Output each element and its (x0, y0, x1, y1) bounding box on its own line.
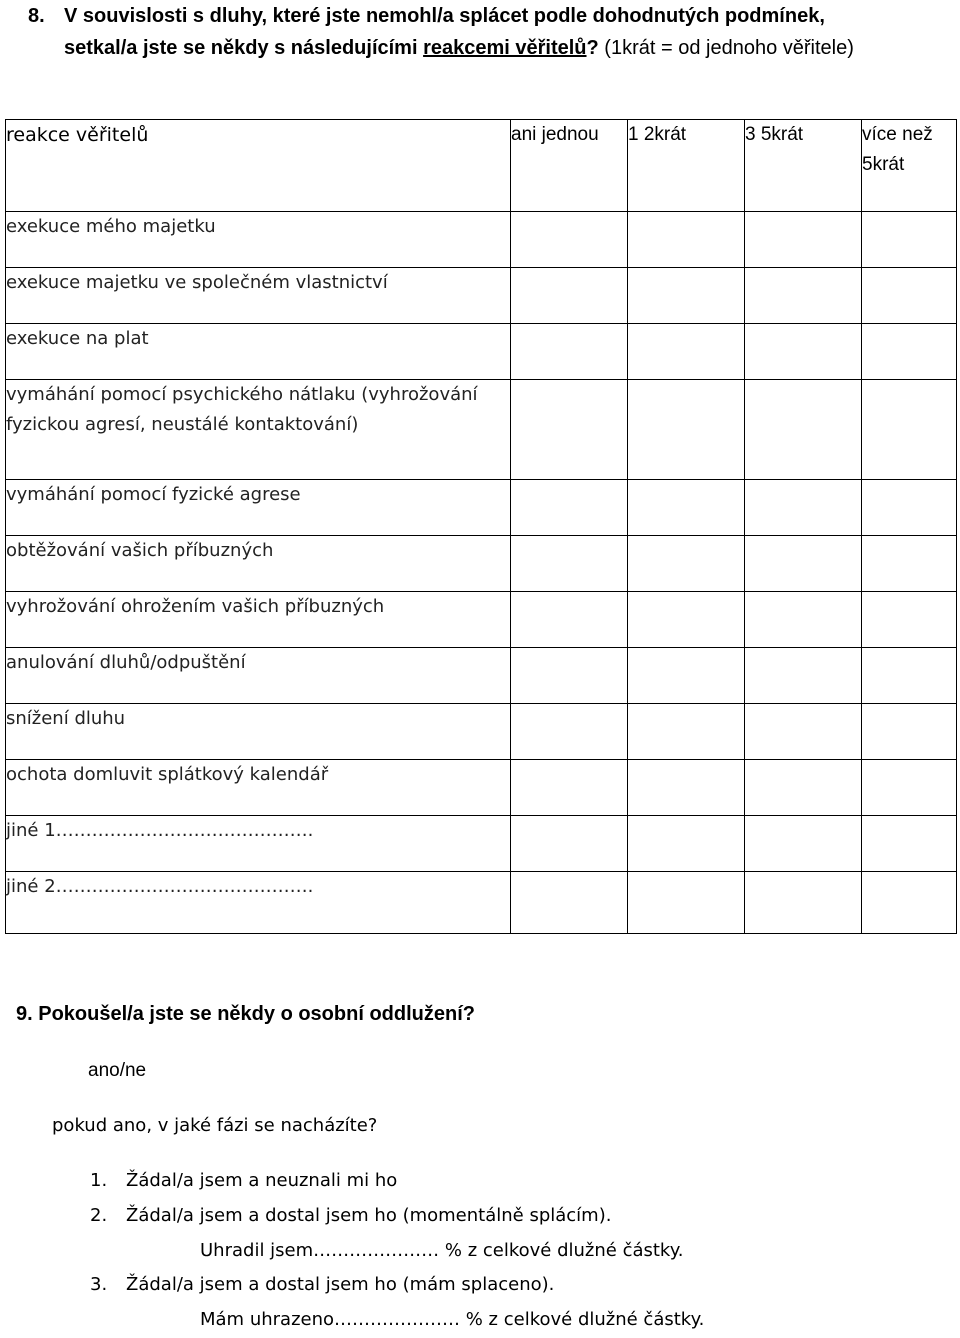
question-text-underlined: reakcemi věřitelů (423, 37, 587, 59)
row-label: snížení dluhu (6, 704, 511, 760)
question-9-title: 9. Pokoušel/a jste se někdy o osobní oddlužení? (16, 1003, 475, 1025)
answer-cell-more-than-5[interactable] (862, 480, 957, 536)
answer-cell-more-than-5[interactable] (862, 704, 957, 760)
answer-cell-1-2[interactable] (628, 592, 745, 648)
answer-cell-more-than-5[interactable] (862, 872, 957, 934)
answer-cell-1-2[interactable] (628, 268, 745, 324)
answer-cell-3-5[interactable] (745, 268, 862, 324)
answer-cell-3-5[interactable] (745, 704, 862, 760)
row-label: exekuce mého majetku (6, 212, 511, 268)
answer-cell-3-5[interactable] (745, 536, 862, 592)
header-reaction: reakce věřitelů (6, 120, 511, 212)
answer-cell-3-5[interactable] (745, 872, 862, 934)
table-row (6, 268, 957, 324)
answer-cell-more-than-5[interactable] (862, 380, 957, 480)
answer-cell-3-5[interactable] (745, 480, 862, 536)
option-3-subline: Mám uhrazeno………………… % z celkové dlužné částky. (200, 1309, 705, 1330)
answer-cell-1-2[interactable] (628, 704, 745, 760)
table-row (6, 380, 957, 480)
answer-cell-1-2[interactable] (628, 380, 745, 480)
answer-cell-3-5[interactable] (745, 380, 862, 480)
answer-cell-never[interactable] (511, 760, 628, 816)
answer-cell-never[interactable] (511, 536, 628, 592)
answer-cell-3-5[interactable] (745, 760, 862, 816)
followup-question: pokud ano, v jaké fázi se nacházíte? (52, 1115, 378, 1136)
option-text: Žádal/a jsem a neuznali mi ho (126, 1170, 398, 1191)
option-number: 3. (90, 1274, 108, 1295)
option-number: 1. (90, 1170, 108, 1191)
answer-cell-never[interactable] (511, 212, 628, 268)
answer-cell-more-than-5[interactable] (862, 268, 957, 324)
row-label: vymáhání pomocí fyzické agrese (6, 480, 511, 536)
header-1-2-times: 1 2krát (628, 120, 745, 212)
row-label: exekuce majetku ve společném vlastnictví (6, 268, 511, 324)
table-row (6, 648, 957, 704)
answer-cell-never[interactable] (511, 592, 628, 648)
option-number: 2. (90, 1205, 108, 1226)
header-3-5-times: 3 5krát (745, 120, 862, 212)
question-text-prefix: setkal/a jste se někdy s následujícími (64, 37, 424, 59)
header-never: ani jednou (511, 120, 628, 212)
table-row (6, 536, 957, 592)
question-text-line-1: V souvislosti s dluhy, které jste nemohl/a splácet podle dohodnutých podmínek, (64, 5, 825, 27)
row-label: vymáhání pomocí psychického nátlaku (vyhrožování fyzickou agresí, neustálé kontaktování) (6, 380, 511, 480)
answer-cell-more-than-5[interactable] (862, 760, 957, 816)
option-2-subline: Uhradil jsem………………… % z celkové dlužné částky. (200, 1240, 684, 1261)
row-label: jiné 2……………………………………. (6, 872, 511, 934)
option-text: Žádal/a jsem a dostal jsem ho (mám splaceno). (126, 1274, 555, 1295)
answer-cell-more-than-5[interactable] (862, 816, 957, 872)
row-label: exekuce na plat (6, 324, 511, 380)
table-row (6, 324, 957, 380)
creditor-reactions-table (5, 119, 957, 934)
answer-cell-3-5[interactable] (745, 212, 862, 268)
table-row (6, 480, 957, 536)
answer-cell-never[interactable] (511, 648, 628, 704)
answer-cell-1-2[interactable] (628, 536, 745, 592)
answer-cell-3-5[interactable] (745, 324, 862, 380)
answer-cell-3-5[interactable] (745, 816, 862, 872)
row-label: ochota domluvit splátkový kalendář (6, 760, 511, 816)
row-label: obtěžování vašich příbuzných (6, 536, 511, 592)
question-number: 8. (28, 5, 45, 27)
answer-cell-never[interactable] (511, 816, 628, 872)
answer-cell-more-than-5[interactable] (862, 536, 957, 592)
table-row (6, 816, 957, 872)
answer-cell-more-than-5[interactable] (862, 592, 957, 648)
answer-cell-never[interactable] (511, 324, 628, 380)
answer-cell-1-2[interactable] (628, 816, 745, 872)
table-row (6, 704, 957, 760)
question-mark: ? (586, 37, 599, 59)
answer-cell-more-than-5[interactable] (862, 212, 957, 268)
answer-cell-more-than-5[interactable] (862, 324, 957, 380)
row-label: jiné 1……………………………………. (6, 816, 511, 872)
table-row (6, 760, 957, 816)
answer-cell-never[interactable] (511, 480, 628, 536)
answer-cell-1-2[interactable] (628, 648, 745, 704)
answer-cell-never[interactable] (511, 704, 628, 760)
row-label: anulování dluhů/odpuštění (6, 648, 511, 704)
answer-cell-never[interactable] (511, 380, 628, 480)
answer-cell-1-2[interactable] (628, 324, 745, 380)
table-row (6, 212, 957, 268)
answer-cell-3-5[interactable] (745, 592, 862, 648)
question-note: (1krát = od jednoho věřitele) (598, 37, 854, 59)
answer-cell-3-5[interactable] (745, 648, 862, 704)
table-row (6, 872, 957, 934)
answer-cell-1-2[interactable] (628, 760, 745, 816)
answer-cell-more-than-5[interactable] (862, 648, 957, 704)
answer-cell-1-2[interactable] (628, 480, 745, 536)
row-label: vyhrožování ohrožením vašich příbuzných (6, 592, 511, 648)
answer-cell-1-2[interactable] (628, 212, 745, 268)
header-more-than-5: více než 5krát (862, 120, 957, 212)
question-text-line-2 (64, 32, 854, 64)
answer-cell-never[interactable] (511, 872, 628, 934)
yes-no-answer: ano/ne (88, 1060, 147, 1081)
answer-cell-never[interactable] (511, 268, 628, 324)
table-header-row (6, 120, 957, 212)
answer-cell-1-2[interactable] (628, 872, 745, 934)
table-row (6, 592, 957, 648)
option-text: Žádal/a jsem a dostal jsem ho (momentálně splácím). (126, 1205, 612, 1226)
